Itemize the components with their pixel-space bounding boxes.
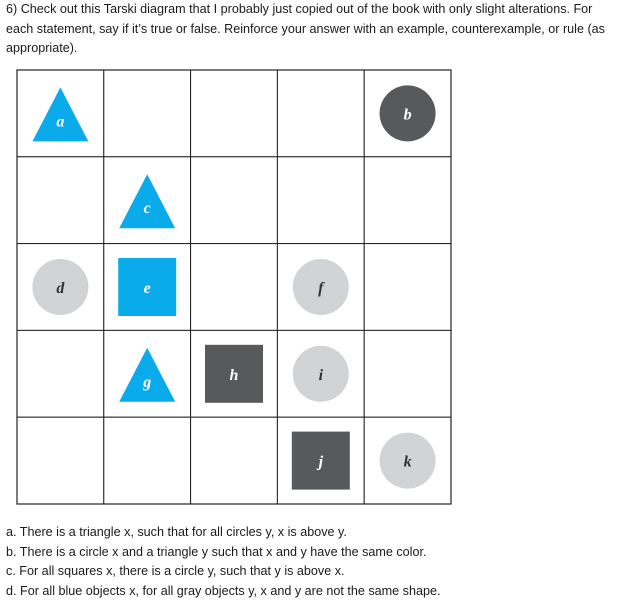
grid-cell — [104, 417, 191, 504]
h-label: h — [229, 366, 239, 384]
grid-cell — [191, 244, 278, 331]
j-label: j — [318, 453, 324, 471]
problem-intro: 6) Check out this Tarski diagram that I probably just copied out of the book with only slight alterations. For each statement, say if it’s true or false. Reinforce your answer with an example, counterexample, or rule (as appropriate). — [6, 2, 605, 55]
object-b — [380, 85, 436, 141]
grid-cell — [364, 244, 451, 331]
k-label: k — [403, 453, 412, 471]
i-label: i — [318, 366, 324, 384]
object-f — [293, 259, 349, 315]
object-k — [380, 433, 436, 489]
g-label: g — [143, 373, 152, 391]
grid-cell — [364, 157, 451, 244]
statement-b: b. There is a circle x and a triangle y such that x and y have the same color. — [6, 544, 427, 559]
e-label: e — [143, 280, 151, 297]
grid-cell — [17, 417, 104, 504]
statement-list — [6, 523, 622, 601]
object-h — [205, 345, 263, 403]
object-j — [292, 432, 350, 490]
grid-cell — [104, 70, 191, 157]
c-label: c — [143, 200, 151, 218]
grid-cell — [191, 70, 278, 157]
statement-d: d. For all blue objects x, for all gray objects y, x and y are not the same shape. — [6, 583, 441, 598]
grid-cell — [17, 157, 104, 244]
a-label: a — [56, 113, 65, 131]
grid-cell — [17, 330, 104, 417]
grid-cell — [364, 330, 451, 417]
object-e — [118, 258, 176, 316]
grid-cell — [277, 70, 364, 157]
object-d — [32, 259, 88, 315]
object-i — [293, 346, 349, 402]
grid-cell — [191, 157, 278, 244]
f-label: f — [318, 280, 324, 297]
d-label: d — [56, 280, 65, 297]
b-label: b — [403, 106, 412, 124]
statement-a: a. There is a triangle x, such that for all circles y, x is above y. — [6, 525, 347, 539]
grid-cell — [191, 417, 278, 504]
statement-c: c. For all squares x, there is a circle y, such that y is above x. — [6, 564, 345, 579]
grid-cell — [277, 157, 364, 244]
